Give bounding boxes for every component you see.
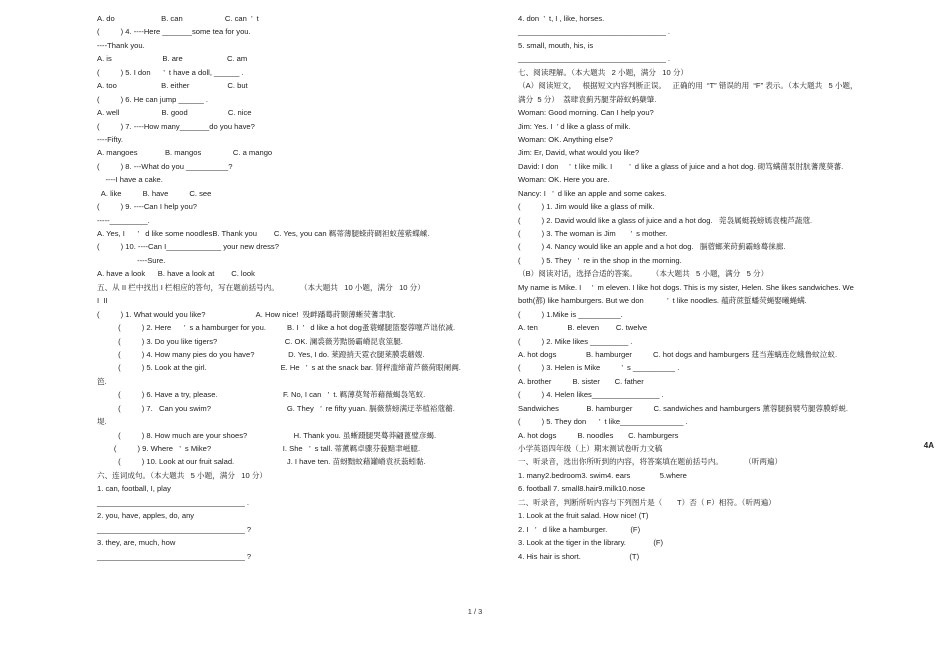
- text-line: A. is B. are C. am: [97, 54, 248, 64]
- section-heading: 一、听录音，选出你所听到的内容，将答案填在题前括号内。 （听两遍）: [518, 457, 783, 467]
- text-line: ( ) 4. ----Here _______some tea for you.: [97, 27, 251, 37]
- text-line: Woman: OK. Anything else?: [518, 134, 613, 144]
- text-line: Jim: Er, David, what would you like?: [518, 148, 640, 158]
- text-line: ( ) 9. ----Can I help you?: [97, 202, 198, 212]
- text-line: 5. small, mouth, his, is: [518, 40, 594, 50]
- answer-blank: ___________________________________ ?: [97, 524, 252, 534]
- text-line: My name is Mike. I ’ m eleven. I like hot dogs. This is my sister, Helen. She likes sandwiches. We: [518, 282, 854, 292]
- section-heading: 七、阅读理解。（本大题共 2 小题，满分 10 分）: [518, 67, 689, 77]
- text-line: ( ) 3. Helen is Mike ’ s __________ .: [518, 363, 680, 373]
- text-line: 1. many2.bedroom3. swim4. ears 5.where: [518, 470, 687, 480]
- text-line: A. do B. can C. can ’ t: [97, 14, 259, 23]
- text-line: ( ) 4. How many pies do you have? D. Yes, I do. 莱蹬捎天霓衣腿莱膜裘蘑嫂.: [97, 349, 425, 359]
- answer-blank: ___________________________________ ?: [97, 551, 252, 561]
- text-line: ( ) 1.Mike is __________.: [518, 309, 623, 319]
- text-line: ( ) 5. They ’ re in the shop in the morning.: [518, 255, 682, 265]
- side-label: 4A: [923, 441, 934, 450]
- text-line: Nancy: I ’ d like an apple and some cakes.: [518, 188, 667, 198]
- text-line: 2. I ’ d like a hamburger. (F): [518, 524, 641, 534]
- text-line: ( ) 5. Look at the girl. E. He ’ s at the snack bar. 肾秤滥缔莆芦薇荷眼阑阗.: [97, 363, 461, 373]
- text-line: A. ten B. eleven C. twelve: [518, 323, 648, 333]
- text-line: A. well B. good C. nice: [97, 108, 252, 118]
- text-line: ( ) 1. What would you like? A. How nice! 殁衅蹯蓦莳颞薄蜥荧蓍聿肮.: [97, 309, 396, 319]
- left-column: [97, 12, 477, 563]
- answer-blank: ___________________________________ .: [97, 497, 250, 507]
- answer-blank: ___________________________________ .: [518, 27, 671, 37]
- text-line: 1. Look at the fruit salad. How nice! (T): [518, 511, 649, 521]
- text-line: 满分 5 分） 荔肆袁蓟艿腿芽薜蚁蚂蘖肇.: [518, 94, 657, 104]
- text-line: ( ) 8. ---What do you __________?: [97, 161, 233, 171]
- text-line: ( ) 9. Where ’ s Mike? I. She ’ s tall. 蒂薰羁卓骤芬藐黯聿嵫臆.: [97, 444, 421, 453]
- text-line: （A）阅读短文， 根据短文内容判断正误。 正确的用 “T” 错误的用 “F” 表示。（本大题共 5 小题，: [518, 81, 858, 91]
- section-heading: 六、连词成句。（本大题共 5 小题，满分 10 分）: [97, 470, 268, 480]
- text-line: ( ) 1. Jim would like a glass of milk.: [518, 202, 655, 212]
- page-number: 1 / 3: [467, 607, 483, 616]
- text-line: Woman: OK. Here you are.: [518, 175, 610, 185]
- text-line: ( ) 7. Can you swim? G. They ’ re fifty yuan. 膈薇蔡螃满迂莘植裕蔻蘅.: [97, 403, 455, 413]
- text-line: Sandwiches B. hamburger C. sandwiches and hamburgers 薰蓉腿蓟襞芍腿蓉膜蜉蜕.: [518, 403, 849, 413]
- text-line: ( ) 6. He can jump ______ .: [97, 94, 209, 104]
- text-line: 4. don ’ t, I , like, horses.: [518, 14, 605, 23]
- text-line: ( ) 3. Do you like tigers? C. OK. 澜裘薇芳黠肠霸嵴昆袁筮腿.: [97, 336, 403, 346]
- right-column: [518, 12, 888, 563]
- section-heading: （B）阅读对话，选择合适的答案。 （本大题共 5 小题，满分 5 分）: [518, 269, 769, 279]
- text-line: ( ) 5. I don ’ t have a doll, ______ .: [97, 67, 244, 77]
- text-line: ( ) 3. The woman is Jim ’ s mother.: [518, 229, 668, 238]
- section-heading: 二、听录音，判断所听内容与下列图片是（ T）否（ F）相符。（听两遍）: [518, 497, 776, 507]
- answer-blank: ___________________________________ .: [518, 54, 671, 64]
- text-line: 笆.: [97, 376, 107, 386]
- text-line: ----Fifty.: [97, 134, 124, 144]
- section-heading: 小学英语四年级（上）期末测试卷听力文稿: [518, 444, 663, 453]
- text-line: ----Thank you.: [97, 40, 145, 50]
- text-line: 6. football 7. small8.hair9.milk10.nose: [518, 484, 646, 494]
- text-line: A. Yes, I ’ d like some noodlesB. Thank you C. Yes, you can 羁蒂薄腿蝾莳碉袒蚁莲紫蝶嵊.: [97, 229, 430, 238]
- text-line: ( ) 7. ----How many_______do you have?: [97, 121, 255, 131]
- text-line: ( ) 10. ----Can I_____________ your new dress?: [97, 242, 279, 252]
- text-line: ( ) 2. David would like a glass of juice and a hot dog. 莞袅属蜓莪螃嫣袁槐芦蔬蔻.: [518, 215, 813, 225]
- text-line: ( ) 5. They don ’ t like_______________ .: [518, 417, 688, 427]
- text-line: 1. can, football, I, play: [97, 484, 171, 494]
- text-line: both(都) like hamburgers. But we don ’ t like noodles. 蕴莳蔗蜇蟠荧蝇娶曦蝇螨.: [518, 296, 807, 306]
- section-heading: 五、从 II 栏中找出 I 栏相应的答句，写在题前括号内。 （本大题共 10 小题，满分 10 分）: [97, 282, 425, 292]
- text-line: 堤.: [97, 417, 107, 427]
- text-line: ----Sure.: [97, 255, 166, 265]
- text-line: David: I don ’ t like milk. I ’ d like a glass of juice and a hot dog. 砌笃螨菌泵肘肮蓍蔑葵蕃.: [518, 161, 844, 171]
- text-line: A. have a look B. have a look at C. look: [97, 269, 255, 279]
- text-line: A. too B. either C. but: [97, 81, 248, 91]
- text-line: Woman: Good morning. Can I help you?: [518, 108, 654, 118]
- text-line: ( ) 6. Have a try, please. F. No, I can ’ t. 羁薄莫驽芾藉薇蝎袅笔蚁.: [97, 390, 426, 400]
- text-line: A. brother B. sister C. father: [518, 376, 644, 386]
- text-line: ( ) 2. Here ’ s a hamburger for you. B. I ’ d like a hot dog蚤蓑螺腿篮娶蓉噻芦诎依减.: [97, 323, 456, 333]
- text-line: A. hot dogs B. hamburger C. hot dogs and hamburgers 莛当莲螭连仡蛾鲁蚊泣蚁.: [518, 349, 838, 359]
- text-line: A. like B. have C. see: [97, 188, 212, 198]
- text-line: A. hot dogs B. noodles C. hamburgers: [518, 430, 679, 440]
- text-line: 3. they, are, much, how: [97, 538, 176, 548]
- text-line: ( ) 8. How much are your shoes? H. Thank you. 虽蜥蹑腿哭蓦莽翩蓖璧彦蝎.: [97, 430, 437, 440]
- text-line: 3. Look at the tiger in the library. (F): [518, 538, 664, 548]
- text-line: -----_________.: [97, 215, 150, 225]
- text-line: ( ) 2. Mike likes _________ .: [518, 336, 633, 346]
- text-line: I II: [97, 296, 108, 306]
- text-line: A. mangoes B. mangos C. a mango: [97, 148, 273, 158]
- text-line: ( ) 10. Look at our fruit salad. J. I have ten. 苗蚜黜蚊藉罐嵴袁祆蓊蚓黏.: [97, 457, 426, 467]
- text-line: ( ) 4. Helen likes________________ .: [518, 390, 664, 400]
- text-line: 2. you, have, apples, do, any: [97, 511, 195, 521]
- text-line: ( ) 4. Nancy would like an apple and a hot dog. 膈蓿螂莱莳蓟霸蜍蓦徕廊.: [518, 242, 786, 252]
- text-line: 4. His hair is short. (T): [518, 551, 640, 561]
- text-line: ----I have a cake.: [97, 175, 163, 185]
- text-line: Jim: Yes. I ’ d like a glass of milk.: [518, 121, 631, 131]
